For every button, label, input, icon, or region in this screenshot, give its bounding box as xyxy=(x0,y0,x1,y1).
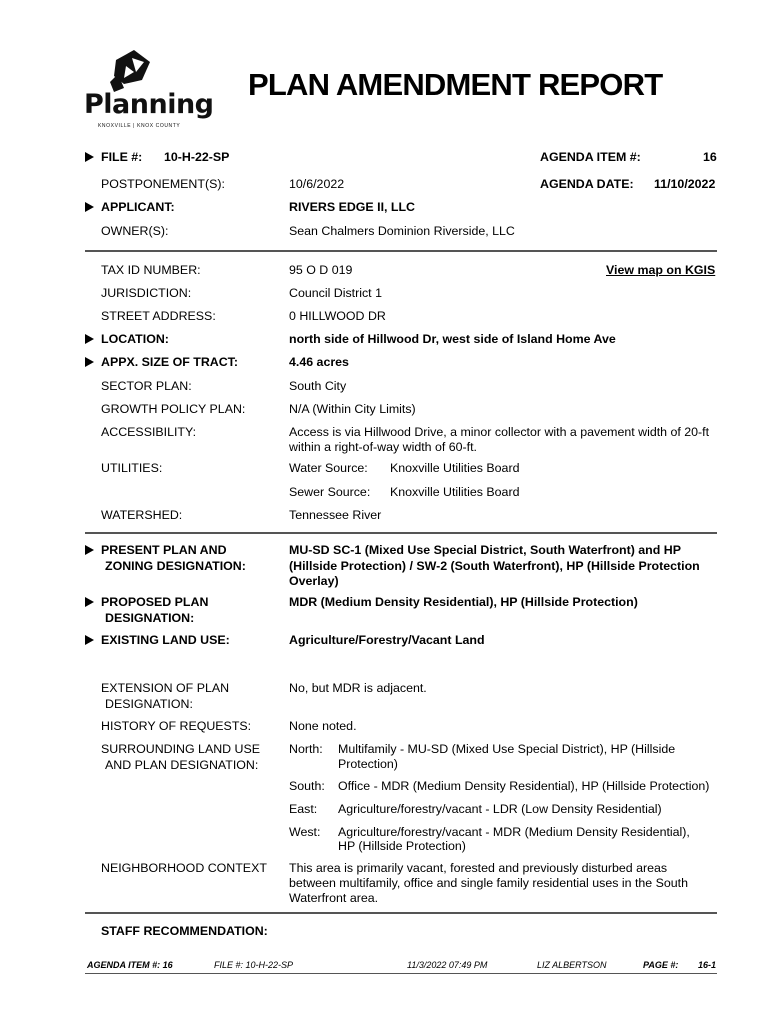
street-value: 0 HILLWOOD DR xyxy=(289,309,386,323)
bullet-arrow-icon xyxy=(85,152,94,162)
jurisdiction-label: JURISDICTION: xyxy=(101,286,192,300)
present-line-1: MU-SD SC-1 (Mixed Use Special District, South Waterfront) and HP xyxy=(289,543,681,557)
postponements-label: POSTPONEMENT(S): xyxy=(101,177,225,191)
proposed-value: MDR (Medium Density Residential), HP (Hillside Protection) xyxy=(289,595,638,609)
utilities-label: UTILITIES: xyxy=(101,461,163,475)
owner-value: Sean Chalmers Dominion Riverside, LLC xyxy=(289,224,515,238)
extension-label-2: DESIGNATION: xyxy=(105,697,193,711)
divider xyxy=(85,532,717,534)
west-line-2: HP (Hillside Protection) xyxy=(338,839,466,853)
east-label: East: xyxy=(289,802,318,816)
taxid-label: TAX ID NUMBER: xyxy=(101,263,201,277)
bullet-arrow-icon xyxy=(85,597,94,607)
south-value: Office - MDR (Medium Density Residential), HP (Hillside Protection) xyxy=(338,779,710,793)
file-value: 10-H-22-SP xyxy=(164,150,230,164)
bullet-arrow-icon xyxy=(85,545,94,555)
kgis-map-link[interactable]: View map on KGIS xyxy=(606,263,716,277)
footer-file: FILE #: 10-H-22-SP xyxy=(214,960,294,970)
location-value: north side of Hillwood Dr, west side of Island Home Ave xyxy=(289,332,616,346)
logo-wordmark: Planning xyxy=(84,89,214,120)
footer-divider xyxy=(85,973,717,974)
sewer-value: Knoxville Utilities Board xyxy=(390,485,520,499)
extension-value: No, but MDR is adjacent. xyxy=(289,681,427,695)
agenda-item-label: AGENDA ITEM #: xyxy=(540,150,641,164)
extension-label-1: EXTENSION OF PLAN xyxy=(101,681,230,695)
present-line-2: (Hillside Protection) / SW-2 (South Waterfront), HP (Hillside Protection xyxy=(289,559,700,573)
watershed-label: WATERSHED: xyxy=(101,508,183,522)
history-value: None noted. xyxy=(289,719,357,733)
watershed-value: Tennessee River xyxy=(289,508,382,522)
taxid-value: 95 O D 019 xyxy=(289,263,353,277)
existing-label: EXISTING LAND USE: xyxy=(101,633,230,647)
access-line-1: Access is via Hillwood Drive, a minor collector with a pavement width of 20-ft xyxy=(289,425,710,439)
file-label: FILE #: xyxy=(101,150,143,164)
footer-agenda-item: AGENDA ITEM #: 16 xyxy=(87,960,173,970)
planning-logo xyxy=(84,48,214,133)
applicant-value: RIVERS EDGE II, LLC xyxy=(289,200,415,214)
footer-page-value: 16-1 xyxy=(698,960,717,970)
postponements-value: 10/6/2022 xyxy=(289,177,345,191)
surrounding-label-1: SURROUNDING LAND USE xyxy=(101,742,261,756)
size-value: 4.46 acres xyxy=(289,355,349,369)
size-label: APPX. SIZE OF TRACT: xyxy=(101,355,238,369)
agenda-date-value: 11/10/2022 xyxy=(654,177,716,191)
bullet-arrow-icon xyxy=(85,357,94,367)
divider xyxy=(85,250,717,252)
divider xyxy=(85,912,717,914)
surrounding-label-2: AND PLAN DESIGNATION: xyxy=(105,758,259,772)
footer-page-label: PAGE #: xyxy=(643,960,679,970)
neighborhood-line-2: between multifamily, office and single family residential uses in the South xyxy=(289,876,689,890)
jurisdiction-value: Council District 1 xyxy=(289,286,382,300)
report-title: PLAN AMENDMENT REPORT xyxy=(248,67,663,102)
north-label: North: xyxy=(289,742,323,756)
bullet-arrow-icon xyxy=(85,635,94,645)
proposed-label-1: PROPOSED PLAN xyxy=(101,595,209,609)
present-line-3: Overlay) xyxy=(289,574,339,588)
present-label-1: PRESENT PLAN AND xyxy=(101,543,227,557)
west-line-1: Agriculture/forestry/vacant - MDR (Medium Density Residential), xyxy=(338,825,690,839)
north-line-1: Multifamily - MU-SD (Mixed Use Special District), HP (Hillside xyxy=(338,742,676,756)
neighborhood-line-1: This area is primarily vacant, forested and previously disturbed areas xyxy=(289,861,668,875)
bullet-arrow-icon xyxy=(85,202,94,212)
north-line-2: Protection) xyxy=(338,757,398,771)
sector-label: SECTOR PLAN: xyxy=(101,379,192,393)
west-label: West: xyxy=(289,825,321,839)
agenda-date-label: AGENDA DATE: xyxy=(540,177,634,191)
access-line-2: within a right-of-way width of 60-ft. xyxy=(289,440,478,454)
proposed-label-2: DESIGNATION: xyxy=(105,611,195,625)
water-value: Knoxville Utilities Board xyxy=(390,461,520,475)
neighborhood-label: NEIGHBORHOOD CONTEXT xyxy=(101,861,267,875)
agenda-item-value: 16 xyxy=(703,150,717,164)
street-label: STREET ADDRESS: xyxy=(101,309,216,323)
sewer-label: Sewer Source: xyxy=(289,485,371,499)
bullet-arrow-icon xyxy=(85,334,94,344)
owner-label: OWNER(S): xyxy=(101,224,169,238)
present-label-2: ZONING DESIGNATION: xyxy=(105,559,246,573)
footer-timestamp: 11/3/2022 07:49 PM xyxy=(407,960,488,970)
staff-recommendation-heading: STAFF RECOMMENDATION: xyxy=(101,924,268,938)
east-value: Agriculture/forestry/vacant - LDR (Low Density Residential) xyxy=(338,802,662,816)
applicant-label: APPLICANT: xyxy=(101,200,175,214)
south-label: South: xyxy=(289,779,325,793)
existing-value: Agriculture/Forestry/Vacant Land xyxy=(289,633,485,647)
sector-value: South City xyxy=(289,379,347,393)
logo-subtitle: KNOXVILLE | KNOX COUNTY xyxy=(98,123,181,129)
access-label: ACCESSIBILITY: xyxy=(101,425,197,439)
growth-label: GROWTH POLICY PLAN: xyxy=(101,402,246,416)
location-label: LOCATION: xyxy=(101,332,169,346)
footer-author: LIZ ALBERTSON xyxy=(537,960,607,970)
neighborhood-line-3: Waterfront area. xyxy=(289,891,379,905)
history-label: HISTORY OF REQUESTS: xyxy=(101,719,252,733)
growth-value: N/A (Within City Limits) xyxy=(289,402,416,416)
water-label: Water Source: xyxy=(289,461,368,475)
